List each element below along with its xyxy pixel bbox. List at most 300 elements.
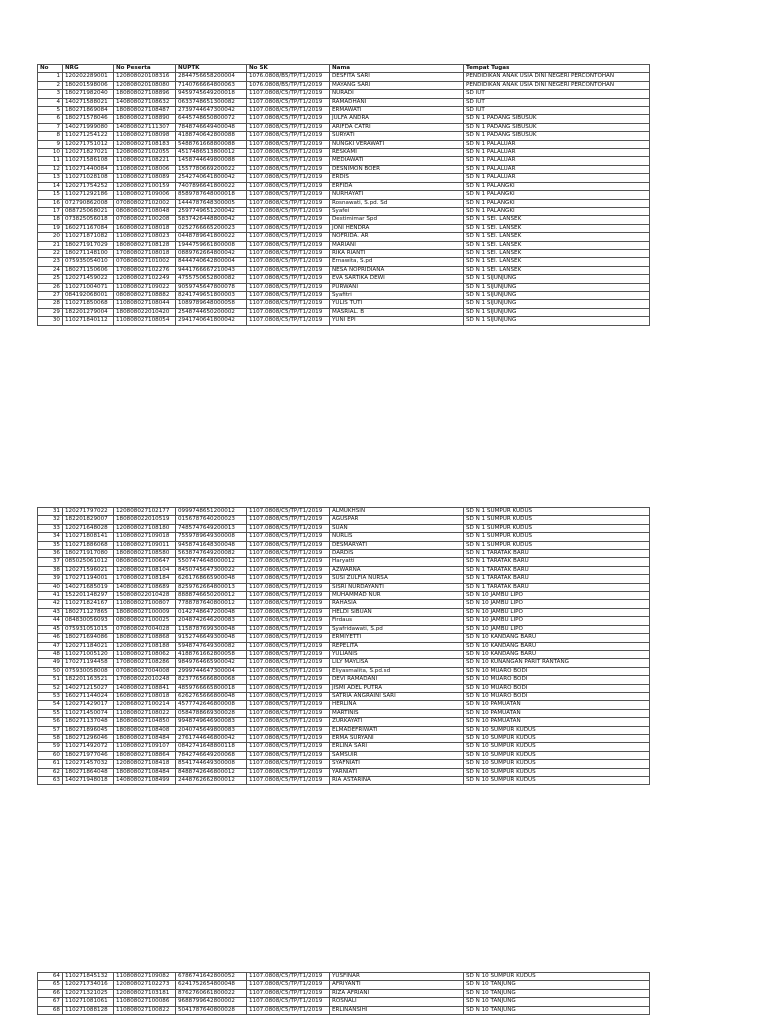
cell-no-sk: 1107.0808/C5/TP/T1/2019 xyxy=(247,600,330,608)
cell-nama: ROSNALI xyxy=(330,998,464,1006)
cell-nama: AFRIYANTI xyxy=(330,981,464,989)
cell-no: 39 xyxy=(38,575,63,583)
cell-no-sk: 1107.0808/C5/TP/T1/2019 xyxy=(247,989,330,997)
cell-no: 62 xyxy=(38,768,63,776)
cell-no-sk: 1107.0808/C5/TP/T1/2019 xyxy=(247,115,330,123)
cell-nama: DESNIMON BOER xyxy=(330,165,464,173)
cell-nrg: 110271292186 xyxy=(63,191,114,199)
cell-nama: NURADI xyxy=(330,90,464,98)
cell-no-sk: 1107.0808/C5/TP/T1/2019 xyxy=(247,701,330,709)
table-row xyxy=(38,199,650,207)
table-row xyxy=(38,743,650,751)
cell-nrg: 120271648028 xyxy=(63,524,114,532)
cell-no: 6 xyxy=(38,115,63,123)
cell-nrg: 120271429017 xyxy=(63,701,114,709)
cell-no-peserta: 110808027100807 xyxy=(114,600,176,608)
cell-nrg: 120271321025 xyxy=(63,989,114,997)
cell-tempat-tugas: SD N 1 SEI. LANSEK xyxy=(464,249,650,257)
cell-tempat-tugas: SD N 1 SEI. LANSEK xyxy=(464,241,650,249)
cell-no-sk: 1107.0808/C5/TP/T1/2019 xyxy=(247,634,330,642)
table-row xyxy=(38,533,650,541)
cell-nuptk: 8762760661800022 xyxy=(176,989,247,997)
cell-no-sk: 1107.0808/C5/TP/T1/2019 xyxy=(247,308,330,316)
table-row xyxy=(38,524,650,532)
cell-no: 60 xyxy=(38,751,63,759)
cell-nrg: 120271734016 xyxy=(63,981,114,989)
cell-nama: SUAN xyxy=(330,524,464,532)
cell-no-sk: 1107.0808/C5/TP/T1/2019 xyxy=(247,667,330,675)
cell-nama: SAMSUIR xyxy=(330,751,464,759)
cell-nuptk: 0842741648800118 xyxy=(176,743,247,751)
cell-nuptk: 9441766667210043 xyxy=(176,266,247,274)
cell-nrg: 110271450074 xyxy=(63,709,114,717)
cell-tempat-tugas: SD N 1 PALALUAR xyxy=(464,157,650,165)
cell-tempat-tugas: SD N 1 TARATAK BARU xyxy=(464,583,650,591)
cell-tempat-tugas: SD N 10 SUMPUR KUDUS xyxy=(464,734,650,742)
cell-nrg: 110271254122 xyxy=(63,132,114,140)
cell-nama: ERDIS xyxy=(330,174,464,182)
cell-tempat-tugas: SD N 1 SEI. LANSEK xyxy=(464,258,650,266)
cell-nuptk: 9948749646900083 xyxy=(176,718,247,726)
cell-no: 52 xyxy=(38,684,63,692)
cell-no-sk: 1107.0808/C5/TP/T1/2019 xyxy=(247,650,330,658)
cell-no-peserta: 180808027108864 xyxy=(114,751,176,759)
cell-no: 45 xyxy=(38,625,63,633)
cell-nuptk: 5041787640800028 xyxy=(176,1006,247,1014)
cell-tempat-tugas: PENDIDIKAN ANAK USIA DINI NEGERI PERCONTOHAN xyxy=(464,73,650,81)
cell-no-sk: 1107.0808/C5/TP/T1/2019 xyxy=(247,566,330,574)
cell-nuptk: 5837426448800042 xyxy=(176,216,247,224)
cell-nama: MARTINIS xyxy=(330,709,464,717)
cell-no-sk: 1107.0808/C5/TP/T1/2019 xyxy=(247,1006,330,1014)
cell-no: 17 xyxy=(38,207,63,215)
cell-no-peserta: 110808027108062 xyxy=(114,650,176,658)
cell-no: 59 xyxy=(38,743,63,751)
cell-nama: YULIS TUTI xyxy=(330,300,464,308)
table-row xyxy=(38,1006,650,1014)
table-row xyxy=(38,98,650,106)
cell-no-peserta: 140808027108632 xyxy=(114,98,176,106)
header-no-peserta: No Peserta xyxy=(114,65,176,73)
cell-no-peserta: 080808027100647 xyxy=(114,558,176,566)
cell-no-sk: 1107.0808/C5/TP/T1/2019 xyxy=(247,524,330,532)
cell-nama: DESFITA SARI xyxy=(330,73,464,81)
cell-no-sk: 1107.0808/C5/TP/T1/2019 xyxy=(247,249,330,257)
cell-nuptk: 2941740641800042 xyxy=(176,317,247,325)
cell-no-sk: 1107.0808/C5/TP/T1/2019 xyxy=(247,642,330,650)
cell-nrg: 180271869084 xyxy=(63,107,114,115)
table-row xyxy=(38,317,650,325)
cell-nuptk: 9459745649200018 xyxy=(176,90,247,98)
cell-no-sk: 1107.0808/C5/TP/T1/2019 xyxy=(247,174,330,182)
cell-no: 14 xyxy=(38,182,63,190)
cell-no-sk: 1107.0808/C5/TP/T1/2019 xyxy=(247,659,330,667)
cell-no-peserta: 120808020108316 xyxy=(114,73,176,81)
cell-nuptk: 6445748650800072 xyxy=(176,115,247,123)
cell-no: 44 xyxy=(38,617,63,625)
cell-tempat-tugas: SD N 1 PALALUAR xyxy=(464,149,650,157)
cell-nrg: 160271167084 xyxy=(63,224,114,232)
cell-nrg: 180271694086 xyxy=(63,634,114,642)
table-row xyxy=(38,191,650,199)
cell-no-peserta: 070808027101002 xyxy=(114,258,176,266)
cell-nrg: 182201279004 xyxy=(63,308,114,316)
teacher-table-2 xyxy=(37,507,650,785)
cell-no-peserta: 120808027103181 xyxy=(114,989,176,997)
cell-nuptk: 4755750652800082 xyxy=(176,275,247,283)
cell-nama: ERLINA SARI xyxy=(330,743,464,751)
cell-tempat-tugas: SD N 10 PAMUATAN xyxy=(464,718,650,726)
cell-nama: NUNGKI VERAWATI xyxy=(330,140,464,148)
cell-no-sk: 1107.0808/C5/TP/T1/2019 xyxy=(247,140,330,148)
cell-nuptk: 0889762664800042 xyxy=(176,249,247,257)
cell-no: 51 xyxy=(38,676,63,684)
cell-nama: RIA ASTARINA xyxy=(330,777,464,785)
cell-no-sk: 1107.0808/C5/TP/T1/2019 xyxy=(247,709,330,717)
table-row xyxy=(38,541,650,549)
cell-no-peserta: 160808027108018 xyxy=(114,224,176,232)
cell-no-peserta: 110808027109082 xyxy=(114,973,176,981)
cell-no-sk: 1107.0808/C5/TP/T1/2019 xyxy=(247,149,330,157)
cell-no: 36 xyxy=(38,550,63,558)
cell-tempat-tugas: SD N 10 SUMPUR KUDUS xyxy=(464,760,650,768)
cell-nuptk: 5507474648000012 xyxy=(176,558,247,566)
cell-no: 61 xyxy=(38,760,63,768)
cell-nama: SATRIA ANGRAINI SARI xyxy=(330,692,464,700)
cell-no-peserta: 110808027109006 xyxy=(114,191,176,199)
cell-no: 33 xyxy=(38,524,63,532)
cell-nrg: 140271685019 xyxy=(63,583,114,591)
cell-no: 21 xyxy=(38,241,63,249)
header-tempat-tugas: Tempat Tugas xyxy=(464,65,650,73)
cell-nuptk: 8444740642800004 xyxy=(176,258,247,266)
cell-nama: JULFA ANDRA xyxy=(330,115,464,123)
cell-tempat-tugas: SD IUT xyxy=(464,98,650,106)
cell-no-sk: 1107.0808/C5/TP/T1/2019 xyxy=(247,182,330,190)
cell-no-peserta: 110808027108098 xyxy=(114,132,176,140)
table-row xyxy=(38,308,650,316)
table-row xyxy=(38,107,650,115)
cell-no-peserta: 110808027108054 xyxy=(114,317,176,325)
table-row xyxy=(38,625,650,633)
cell-nuptk: 9849764665900042 xyxy=(176,659,247,667)
cell-nrg: 120271184021 xyxy=(63,642,114,650)
table-row xyxy=(38,973,650,981)
table-row xyxy=(38,123,650,131)
cell-no-sk: 1107.0808/C5/TP/T1/2019 xyxy=(247,726,330,734)
cell-no-sk: 1107.0808/C5/TP/T1/2019 xyxy=(247,241,330,249)
cell-nuptk: 1944759661800008 xyxy=(176,241,247,249)
teacher-table-1 xyxy=(37,64,650,326)
cell-nama: ARIFDA CATRI xyxy=(330,123,464,131)
cell-tempat-tugas: SD N 1 SUMPUR KUDUS xyxy=(464,541,650,549)
cell-nuptk: 4859766665800018 xyxy=(176,684,247,692)
cell-no-sk: 1107.0808/C5/TP/T1/2019 xyxy=(247,132,330,140)
cell-nama: RIZA AFRIANI xyxy=(330,989,464,997)
cell-nrg: 110271840112 xyxy=(63,317,114,325)
cell-no-sk: 1107.0808/C5/TP/T1/2019 xyxy=(247,541,330,549)
cell-no-sk: 1107.0808/C5/TP/T1/2019 xyxy=(247,592,330,600)
cell-nuptk: 7140766664800063 xyxy=(176,81,247,89)
cell-nama: SISRI NURDAYANTI xyxy=(330,583,464,591)
cell-no: 22 xyxy=(38,249,63,257)
cell-nama: NESA NOPRIDIANA xyxy=(330,266,464,274)
cell-nuptk: 2844756658200004 xyxy=(176,73,247,81)
cell-tempat-tugas: SD N 10 SUMPUR KUDUS xyxy=(464,726,650,734)
cell-nama: RAMADHANI xyxy=(330,98,464,106)
cell-nuptk: 0584788669300028 xyxy=(176,709,247,717)
table-row xyxy=(38,734,650,742)
cell-nuptk: 4188740642800088 xyxy=(176,132,247,140)
cell-nama: AZWARNA xyxy=(330,566,464,574)
cell-nuptk: 7788787640800012 xyxy=(176,600,247,608)
cell-nrg: 180271148100 xyxy=(63,249,114,257)
cell-no-sk: 1107.0808/C5/TP/T1/2019 xyxy=(247,98,330,106)
cell-nrg: 140271999080 xyxy=(63,123,114,131)
cell-nrg: 075931051015 xyxy=(63,625,114,633)
cell-no-sk: 1107.0808/C5/TP/T1/2019 xyxy=(247,300,330,308)
cell-nuptk: 5488761668800088 xyxy=(176,140,247,148)
cell-nuptk: 2048742646200083 xyxy=(176,617,247,625)
cell-nama: HELDI SIBUAN xyxy=(330,608,464,616)
cell-no: 30 xyxy=(38,317,63,325)
cell-tempat-tugas: SD N 10 JAMBU LIPO xyxy=(464,625,650,633)
cell-tempat-tugas: SD N 1 PALANGKI xyxy=(464,182,650,190)
table-row xyxy=(38,550,650,558)
cell-nrg: 120271754252 xyxy=(63,182,114,190)
cell-no: 3 xyxy=(38,90,63,98)
cell-no: 31 xyxy=(38,508,63,516)
cell-no-peserta: 180808027108868 xyxy=(114,634,176,642)
cell-tempat-tugas: SD N 10 KANDANG BARU xyxy=(464,650,650,658)
cell-nuptk: 4188761662800058 xyxy=(176,650,247,658)
cell-no-peserta: 110808027100822 xyxy=(114,1006,176,1014)
table-row xyxy=(38,149,650,157)
cell-no-sk: 1107.0808/C5/TP/T1/2019 xyxy=(247,233,330,241)
cell-nuptk: 9059745647800078 xyxy=(176,283,247,291)
cell-tempat-tugas: SD N 10 SUMPUR KUDUS xyxy=(464,973,650,981)
table-row xyxy=(38,558,650,566)
cell-no-peserta: 120808027108183 xyxy=(114,140,176,148)
cell-tempat-tugas: SD N 10 SUMPUR KUDUS xyxy=(464,777,650,785)
cell-tempat-tugas: SD N 1 SIJUNJUNG xyxy=(464,300,650,308)
cell-no-sk: 1107.0808/C5/TP/T1/2019 xyxy=(247,266,330,274)
cell-no: 63 xyxy=(38,777,63,785)
cell-tempat-tugas: SD N 10 MUARO BODI xyxy=(464,676,650,684)
cell-nama: ERMA SURYANI xyxy=(330,734,464,742)
table-row xyxy=(38,182,650,190)
cell-no-peserta: 110808027109022 xyxy=(114,283,176,291)
cell-tempat-tugas: SD N 10 JAMBU LIPO xyxy=(464,600,650,608)
cell-nuptk: 1557780669200022 xyxy=(176,165,247,173)
cell-tempat-tugas: SD N 1 SUMPUR KUDUS xyxy=(464,508,650,516)
cell-no: 53 xyxy=(38,692,63,700)
cell-nama: ERMIYETTI xyxy=(330,634,464,642)
cell-nrg: 110271081061 xyxy=(63,998,114,1006)
cell-nrg: 180271578046 xyxy=(63,115,114,123)
cell-nrg: 110271005120 xyxy=(63,650,114,658)
cell-no-peserta: 180808027108487 xyxy=(114,107,176,115)
table-row xyxy=(38,165,650,173)
table-row xyxy=(38,241,650,249)
cell-tempat-tugas: SD N 1 PADANG SIBUSUK xyxy=(464,115,650,123)
table-row xyxy=(38,751,650,759)
cell-nrg: 120271751012 xyxy=(63,140,114,148)
table-row xyxy=(38,726,650,734)
cell-no-peserta: 120808027102273 xyxy=(114,981,176,989)
cell-nama: NURLIS xyxy=(330,533,464,541)
cell-tempat-tugas: SD N 1 SEI. LANSEK xyxy=(464,224,650,232)
cell-nama: MEDIAWATI xyxy=(330,157,464,165)
cell-nrg: 120271797022 xyxy=(63,508,114,516)
cell-nama: MASRIAL. B xyxy=(330,308,464,316)
cell-nrg: 073825056018 xyxy=(63,216,114,224)
cell-nrg: 182201829007 xyxy=(63,516,114,524)
cell-nama: SURYATI xyxy=(330,132,464,140)
cell-no-sk: 1107.0808/C5/TP/T1/2019 xyxy=(247,550,330,558)
table-row xyxy=(38,583,650,591)
cell-nama: AGUSPAR xyxy=(330,516,464,524)
cell-no-peserta: 180808027108128 xyxy=(114,241,176,249)
cell-nama: Rosnawati, S.pd. Sd xyxy=(330,199,464,207)
cell-nrg: 110271824167 xyxy=(63,600,114,608)
cell-nama: YULIANIS xyxy=(330,650,464,658)
cell-tempat-tugas: SD N 1 SEI. LANSEK xyxy=(464,233,650,241)
cell-tempat-tugas: SD N 10 MUARO BODI xyxy=(464,684,650,692)
cell-no-peserta: 110808027108006 xyxy=(114,165,176,173)
cell-tempat-tugas: SD N 1 PALALUAR xyxy=(464,165,650,173)
cell-no: 11 xyxy=(38,157,63,165)
cell-tempat-tugas: SD N 1 PALALUAR xyxy=(464,140,650,148)
cell-no-peserta: 120808027102177 xyxy=(114,508,176,516)
table-row xyxy=(38,592,650,600)
cell-no-sk: 1107.0808/C5/TP/T1/2019 xyxy=(247,224,330,232)
cell-no-sk: 1107.0808/C5/TP/T1/2019 xyxy=(247,751,330,759)
cell-no-sk: 1107.0808/C5/TP/T1/2019 xyxy=(247,575,330,583)
cell-no: 23 xyxy=(38,258,63,266)
table-row xyxy=(38,291,650,299)
cell-nuptk: 5948747649300082 xyxy=(176,642,247,650)
cell-nama: REPELITA xyxy=(330,642,464,650)
cell-no: 10 xyxy=(38,149,63,157)
table-row xyxy=(38,216,650,224)
cell-tempat-tugas: SD N 10 MUARO BODI xyxy=(464,692,650,700)
cell-no: 55 xyxy=(38,709,63,717)
table-row xyxy=(38,300,650,308)
cell-nama: ELMADEFRIWATI xyxy=(330,726,464,734)
cell-nrg: 110271850068 xyxy=(63,300,114,308)
cell-nuptk: 7407896641800022 xyxy=(176,182,247,190)
cell-no: 49 xyxy=(38,659,63,667)
cell-nuptk: 8488742646800012 xyxy=(176,768,247,776)
table-row xyxy=(38,157,650,165)
cell-nama: ERLINANSIHI xyxy=(330,1006,464,1014)
table-row xyxy=(38,266,650,274)
cell-no-peserta: 070808027100208 xyxy=(114,216,176,224)
table-row xyxy=(38,283,650,291)
cell-nrg: 110271871082 xyxy=(63,233,114,241)
cell-nrg: 085025061012 xyxy=(63,558,114,566)
cell-no-sk: 1107.0808/C5/TP/T1/2019 xyxy=(247,617,330,625)
cell-tempat-tugas: SD N 1 SIJUNJUNG xyxy=(464,308,650,316)
cell-nrg: 140271948018 xyxy=(63,777,114,785)
cell-no-sk: 1107.0808/C5/TP/T1/2019 xyxy=(247,998,330,1006)
cell-nuptk: 7485747649200013 xyxy=(176,524,247,532)
cell-no-sk: 1107.0808/C5/TP/T1/2019 xyxy=(247,533,330,541)
table-row xyxy=(38,676,650,684)
cell-nuptk: 8241749651800003 xyxy=(176,291,247,299)
table-row xyxy=(38,617,650,625)
table-row xyxy=(38,650,650,658)
cell-nuptk: 4517486513800012 xyxy=(176,149,247,157)
table-row xyxy=(38,768,650,776)
cell-no-peserta: 180808022010420 xyxy=(114,308,176,316)
cell-nama: SYAFNIATI xyxy=(330,760,464,768)
cell-no-sk: 1107.0808/C5/TP/T1/2019 xyxy=(247,291,330,299)
cell-no-peserta: 120808020108080 xyxy=(114,81,176,89)
cell-no-peserta: 170808027108286 xyxy=(114,659,176,667)
cell-nuptk: 6786741642800052 xyxy=(176,973,247,981)
cell-no: 20 xyxy=(38,233,63,241)
cell-no-sk: 1076.0808/B5/TP/T1/2019 xyxy=(247,81,330,89)
cell-no: 15 xyxy=(38,191,63,199)
cell-no-peserta: 110808027109011 xyxy=(114,541,176,549)
cell-nrg: 084830056093 xyxy=(63,617,114,625)
table-section-3 xyxy=(37,972,649,1015)
cell-nrg: 072790862008 xyxy=(63,199,114,207)
header-nuptk: NUPTK xyxy=(176,65,247,73)
cell-tempat-tugas: SD N 10 KANDANG BARU xyxy=(464,642,650,650)
cell-no-peserta: 120808027108188 xyxy=(114,642,176,650)
cell-nrg: 088725068021 xyxy=(63,207,114,215)
cell-no-peserta: 140808027108499 xyxy=(114,777,176,785)
cell-no-peserta: 180808027108484 xyxy=(114,734,176,742)
table-row xyxy=(38,575,650,583)
cell-nuptk: 2739744647300042 xyxy=(176,107,247,115)
cell-no-peserta: 110808027108044 xyxy=(114,300,176,308)
cell-no-peserta: 110808027109107 xyxy=(114,743,176,751)
cell-nuptk: 1158787699300048 xyxy=(176,625,247,633)
cell-no-sk: 1107.0808/C5/TP/T1/2019 xyxy=(247,317,330,325)
cell-no-sk: 1107.0808/C5/TP/T1/2019 xyxy=(247,743,330,751)
cell-tempat-tugas: SD N 10 SUMPUR KUDUS xyxy=(464,751,650,759)
cell-tempat-tugas: SD N 1 SUMPUR KUDUS xyxy=(464,533,650,541)
cell-nama: SUSI ZULFIA NURSA xyxy=(330,575,464,583)
cell-nrg: 084192068001 xyxy=(63,291,114,299)
table-row xyxy=(38,81,650,89)
cell-tempat-tugas: SD N 1 SEI. LANSEK xyxy=(464,266,650,274)
cell-nrg: 120271827021 xyxy=(63,149,114,157)
cell-nuptk: 6262765666800048 xyxy=(176,692,247,700)
cell-no-peserta: 180808027108580 xyxy=(114,550,176,558)
table-section-2 xyxy=(37,507,649,785)
cell-no-peserta: 080808027100025 xyxy=(114,617,176,625)
cell-no-sk: 1107.0808/C5/TP/T1/2019 xyxy=(247,157,330,165)
cell-no: 2 xyxy=(38,81,63,89)
cell-nama: Ernawita, S.pd xyxy=(330,258,464,266)
cell-nrg: 120271457032 xyxy=(63,760,114,768)
cell-no: 24 xyxy=(38,266,63,274)
cell-tempat-tugas: SD N 10 KANDANG BARU xyxy=(464,634,650,642)
cell-no: 42 xyxy=(38,600,63,608)
cell-nama: MAYANG SARI xyxy=(330,81,464,89)
table-row xyxy=(38,600,650,608)
cell-nuptk: 8450745647300022 xyxy=(176,566,247,574)
cell-nuptk: 2040745649800083 xyxy=(176,726,247,734)
table-row xyxy=(38,718,650,726)
table-row xyxy=(38,275,650,283)
cell-no: 65 xyxy=(38,981,63,989)
